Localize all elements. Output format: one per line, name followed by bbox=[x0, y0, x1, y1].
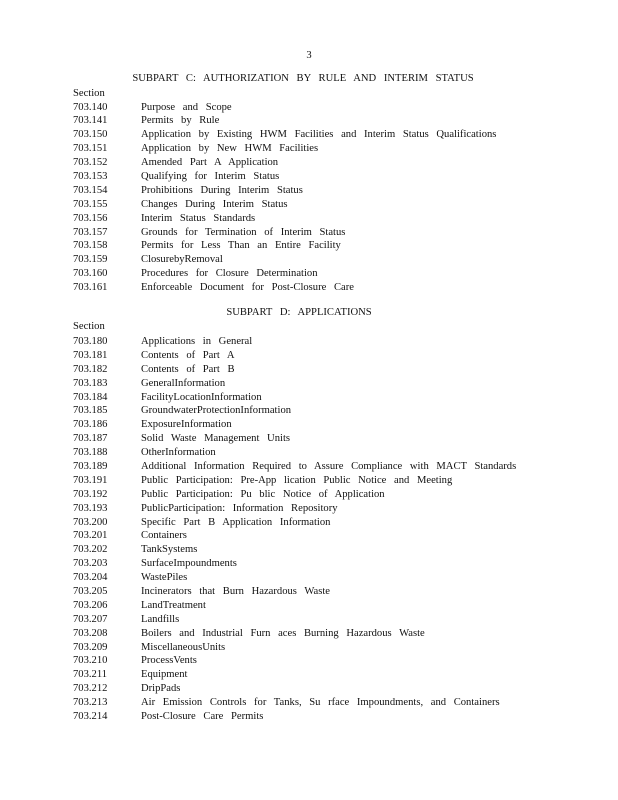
section-number: 703.185 bbox=[73, 405, 108, 417]
section-title: Equipment bbox=[141, 669, 188, 681]
section-number: 703.209 bbox=[73, 641, 108, 653]
section-title: Containers bbox=[141, 530, 187, 542]
section-entry bbox=[73, 156, 496, 170]
section-entry bbox=[73, 585, 516, 599]
section-title: Prohibitions During Interim Status bbox=[141, 184, 303, 196]
section-number: 703.201 bbox=[73, 530, 108, 542]
section-number: 703.183 bbox=[73, 377, 108, 389]
page-number: 3 bbox=[306, 50, 312, 61]
section-entry bbox=[73, 267, 496, 281]
section-entry bbox=[73, 682, 516, 696]
section-number: 703.212 bbox=[73, 683, 108, 695]
section-entry bbox=[73, 363, 516, 377]
section-entry bbox=[73, 404, 516, 418]
section-entry bbox=[73, 184, 496, 198]
section-title: Changes During Interim Status bbox=[141, 198, 288, 210]
subpart-d-entry-list bbox=[73, 335, 516, 724]
section-number: 703.154 bbox=[73, 184, 108, 196]
section-entry bbox=[73, 418, 516, 432]
section-title: Interim Status Standards bbox=[141, 212, 256, 224]
section-title: Application by New HWM Facilities bbox=[141, 143, 319, 155]
section-title: Permits by Rule bbox=[141, 115, 220, 127]
subpart-c-entry-list bbox=[73, 101, 496, 295]
section-number: 703.161 bbox=[73, 282, 108, 294]
section-title: GroundwaterProtectionInformation bbox=[141, 405, 292, 417]
section-title: SurfaceImpoundments bbox=[141, 558, 237, 570]
section-number: 703.155 bbox=[73, 198, 108, 210]
section-title: GeneralInformation bbox=[141, 377, 226, 389]
section-number: 703.156 bbox=[73, 212, 108, 224]
section-title: Boilers and Industrial Furn aces Burning Hazardous Waste bbox=[141, 627, 425, 639]
section-title: Incinerators that Burn Hazardous Waste bbox=[141, 586, 330, 598]
section-title: Solid Waste Management Units bbox=[141, 433, 291, 445]
section-entry bbox=[73, 391, 516, 405]
section-number: 703.207 bbox=[73, 613, 108, 625]
section-number: 703.158 bbox=[73, 240, 108, 252]
section-entry bbox=[73, 281, 496, 295]
section-title: Specific Part B Application Information bbox=[141, 516, 331, 528]
section-number: 703.181 bbox=[73, 349, 108, 361]
section-title: ProcessVents bbox=[141, 655, 197, 667]
section-title: Procedures for Closure Determination bbox=[141, 268, 318, 280]
section-entry bbox=[73, 446, 516, 460]
section-number: 703.200 bbox=[73, 516, 108, 528]
section-number: 703.213 bbox=[73, 697, 108, 709]
section-entry bbox=[73, 668, 516, 682]
section-title: Air Emission Controls for Tanks, Su rface Impoundments, and Containers bbox=[141, 697, 500, 709]
section-entry bbox=[73, 253, 496, 267]
section-number: 703.202 bbox=[73, 544, 108, 556]
subpart-c-heading: SUBPART C: AUTHORIZATION BY RULE AND INTERIM STATUS bbox=[132, 73, 474, 84]
section-entry bbox=[73, 170, 496, 184]
section-title: Application by Existing HWM Facilities and Interim Status Qualifications bbox=[141, 129, 497, 141]
subpart-c-section-label: Section bbox=[73, 88, 105, 99]
section-number: 703.150 bbox=[73, 129, 108, 141]
section-number: 703.186 bbox=[73, 419, 108, 431]
section-number: 703.214 bbox=[73, 711, 108, 723]
section-number: 703.188 bbox=[73, 447, 108, 459]
section-number: 703.191 bbox=[73, 474, 108, 486]
section-number: 703.210 bbox=[73, 655, 108, 667]
section-number: 703.159 bbox=[73, 254, 108, 266]
section-title: Landfills bbox=[141, 613, 180, 625]
section-entry bbox=[73, 212, 496, 226]
section-title: ClosurebyRemoval bbox=[141, 254, 223, 266]
section-title: Permits for Less Than an Entire Facility bbox=[141, 240, 341, 252]
section-entry bbox=[73, 226, 496, 240]
section-number: 703.193 bbox=[73, 502, 108, 514]
section-entry bbox=[73, 114, 496, 128]
section-number: 703.184 bbox=[73, 391, 108, 403]
section-number: 703.160 bbox=[73, 268, 108, 280]
section-entry bbox=[73, 613, 516, 627]
section-title: Enforceable Document for Post-Closure Care bbox=[141, 282, 354, 294]
section-title: Contents of Part B bbox=[141, 363, 235, 375]
section-entry bbox=[73, 349, 516, 363]
section-number: 703.152 bbox=[73, 157, 108, 169]
section-number: 703.204 bbox=[73, 572, 108, 584]
section-number: 703.141 bbox=[73, 115, 108, 127]
section-number: 703.182 bbox=[73, 363, 108, 375]
section-entry bbox=[73, 239, 496, 253]
section-entry bbox=[73, 543, 516, 557]
subpart-d-heading: SUBPART D: APPLICATIONS bbox=[226, 307, 372, 318]
section-entry bbox=[73, 557, 516, 571]
section-entry bbox=[73, 571, 516, 585]
section-title: DripPads bbox=[141, 683, 181, 695]
section-title: WastePiles bbox=[141, 572, 188, 584]
section-entry bbox=[73, 710, 516, 724]
section-title: Amended Part A Application bbox=[141, 157, 279, 169]
section-title: Additional Information Required to Assure Compliance with MACT Standards bbox=[141, 461, 517, 473]
section-number: 703.140 bbox=[73, 101, 108, 113]
section-entry bbox=[73, 516, 516, 530]
section-entry bbox=[73, 128, 496, 142]
section-number: 703.153 bbox=[73, 170, 108, 182]
section-title: Contents of Part A bbox=[141, 349, 235, 361]
section-entry bbox=[73, 432, 516, 446]
section-title: Qualifying for Interim Status bbox=[141, 170, 280, 182]
section-entry bbox=[73, 101, 496, 115]
section-entry bbox=[73, 641, 516, 655]
section-title: MiscellaneousUnits bbox=[141, 641, 226, 653]
section-number: 703.206 bbox=[73, 599, 108, 611]
section-title: ExposureInformation bbox=[141, 419, 232, 431]
section-title: Grounds for Termination of Interim Status bbox=[141, 226, 346, 238]
section-title: Applications in General bbox=[141, 336, 253, 347]
section-number: 703.189 bbox=[73, 461, 108, 473]
section-number: 703.157 bbox=[73, 226, 108, 238]
section-number: 703.192 bbox=[73, 488, 108, 500]
section-title: LandTreatment bbox=[141, 599, 206, 611]
section-number: 703.180 bbox=[73, 336, 108, 347]
section-title: FacilityLocationInformation bbox=[141, 391, 262, 403]
section-number: 703.187 bbox=[73, 433, 108, 445]
section-title: Public Participation: Pu blic Notice of Application bbox=[141, 488, 385, 500]
section-entry bbox=[73, 599, 516, 613]
section-entry bbox=[73, 529, 516, 543]
section-number: 703.208 bbox=[73, 627, 108, 639]
section-entry bbox=[73, 696, 516, 710]
section-entry bbox=[73, 654, 516, 668]
section-title: Post-Closure Care Permits bbox=[141, 711, 264, 723]
section-entry bbox=[73, 335, 516, 349]
section-entry bbox=[73, 488, 516, 502]
section-number: 703.205 bbox=[73, 586, 108, 598]
section-title: Purpose and Scope bbox=[141, 101, 232, 113]
section-entry bbox=[73, 502, 516, 516]
section-title: OtherInformation bbox=[141, 447, 216, 459]
section-number: 703.203 bbox=[73, 558, 108, 570]
section-title: PublicParticipation: Information Repository bbox=[141, 502, 338, 514]
section-entry bbox=[73, 377, 516, 391]
section-entry bbox=[73, 474, 516, 488]
section-entry bbox=[73, 627, 516, 641]
section-entry bbox=[73, 142, 496, 156]
section-title: Public Participation: Pre-App lication Public Notice and Meeting bbox=[141, 474, 453, 486]
section-entry bbox=[73, 198, 496, 212]
section-entry bbox=[73, 460, 516, 474]
subpart-d-section-label: Section bbox=[73, 321, 105, 332]
section-number: 703.211 bbox=[73, 669, 108, 681]
section-title: TankSystems bbox=[141, 544, 198, 556]
section-number: 703.151 bbox=[73, 143, 108, 155]
